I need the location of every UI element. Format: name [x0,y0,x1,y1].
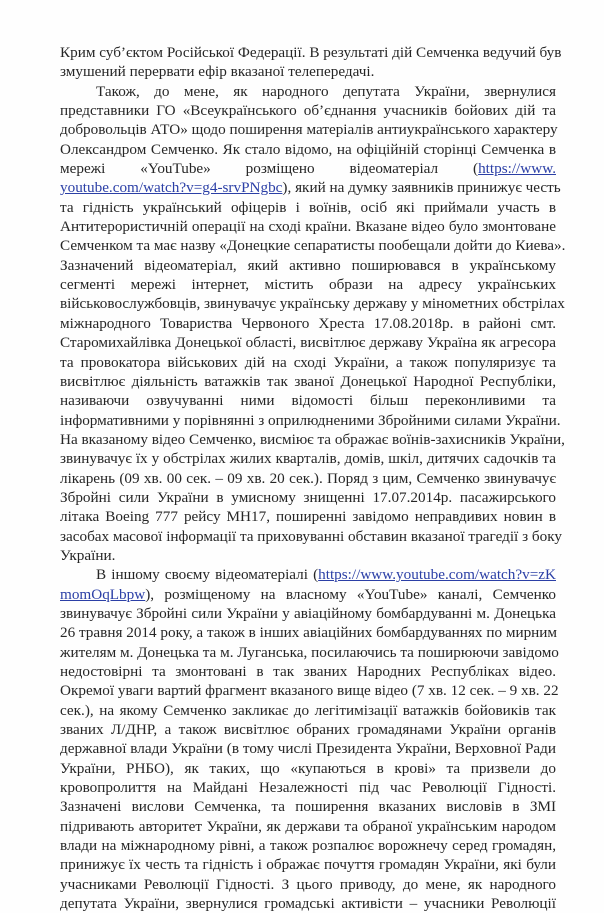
text-line [60,178,561,197]
text-line: звинувачує Збройні сили України у авіаційному бомбардуванні м. Донецька [60,604,556,622]
youtube-link[interactable]: https://www.youtube.com/watch?v=zK [318,566,556,584]
text-line: інформативними у порівнянні з оприлюдненими Збройними силами України. [60,411,561,429]
text-line: державної влади України (в тому числі Президента України, Верховної Ради [60,740,556,758]
text-line: званих Л/ДНР, а також висвітлює обраних громадянами України органів [60,721,556,739]
text-line: Зазначений відеоматеріал, який активно поширювався в українському [60,256,556,274]
text-line [60,585,556,604]
text-line: 26 травня 2014 року, а також в інших авіаційних бомбардуваннях по мирним [60,624,558,642]
text-fragment: В іншому своєму відеоматеріалі ( [96,566,319,584]
text-line: Окремої уваги вартий фрагмент вказаного вище відео (7 хв. 12 сек. – 9 хв. 22 [60,682,559,700]
text-line: Семченком та має назву «Донецкие сепаратисты пообещали дойти до Киева». [60,237,566,255]
text-line: недостовірні та змонтовані в так званих Народних Республіках відео. [60,663,556,680]
text-line: засобах масової інформації та приховуванні обставин вказаної трагедії з боку [60,527,562,545]
text-line: Зазначені вислови Семченка, та поширення вказаних висловів в ЗМІ [60,798,556,816]
text-line: Збройні сили України в умисному знищенні 17.07.2014р. пасажирського [60,488,556,506]
text-line: називаючи озвучуванні ними відомості більш переконливими та [60,392,556,410]
text-line: міжнародного Товариства Червоного Хреста 17.08.2018р. в районі смт. [60,314,556,332]
text-line: змушений перервати ефір вказаної телепередачі. [60,63,375,81]
text-line: звинувачує їх у обстрілах жилих кварталів, домів, шкіл, дитячих садочків та [60,450,556,468]
text-fragment: ), який на думку заявників принижує честь [282,179,561,197]
text-line: та гідність український офіцерів і воїнів, осіб які приймали участь в [60,198,556,216]
text-line: Олександром Семченко. Як стало відомо, на офіційній сторінці Семченка в [60,140,556,158]
text-fragment: ), розміщеному на власному «YouTube» каналі, Семченко [145,585,556,603]
text-line: військовослужбовців, звинувачує українську державу у мінометних обстрілах [60,295,565,313]
youtube-link[interactable]: momOqLbpw [60,585,146,603]
text-line: Крим суб’єктом Російської Федерації. В результаті дій Семченка ведучий був [60,44,562,61]
text-line: літака Boeing 777 рейсу МН17, поширенні завідомо неправдивих новин в [60,508,556,526]
text-line: добровольців АТО» щодо поширення матеріалів антиукраїнського характеру [60,121,558,139]
text-line: України, РНБО), як таких, що «купаються в крові» та призвели до [60,759,556,777]
text-line: кровопролиття на Майдані Незалежності під час Революції Гідності. [60,779,556,797]
youtube-link[interactable]: youtube.com/watch?v=g4-srvPNgbc [60,179,283,197]
text-line [60,159,556,178]
text-line: представники ГО «Всеукраїнського об’єднання учасників бойових дій та [60,102,556,120]
text-line: та провокатора військових дій на сході України, а також популяризує та [60,353,556,371]
text-line: принижує їх честь та гідність і ображає почуття громадян України, які були [60,856,556,874]
text-line: підривають авторитет України, як держави та обраної українським народом [60,817,556,835]
text-line: Також, до мене, як народного депутата України, звернулися [96,82,556,100]
text-line: жителям м. Донецька та м. Луганська, посилаючись та поширюючи завідомо [60,643,559,661]
text-line: Антитерористичній операції на сході країни. Вказане відео було змонтоване [60,218,556,236]
text-line: депутата України, звернулися громадські активісти – учасники Революції [60,895,556,913]
text-line: На вказаному відео Семченко, висміює та ображає воїнів-захисників України, [60,430,565,448]
text-line: лікарень (09 хв. 00 сек. – 09 хв. 20 сек.). Поряд з цим, Семченко звинувачує [60,469,556,487]
text-fragment: мережі «YouTube» розміщено відеоматеріал ( [60,160,479,178]
text-line: висвітлює діяльність ватажків так званої Донецької Народної Республіки, [60,372,556,390]
text-line: Старомихайлівка Донецької області, висвітлює державу Україна як агресора [60,334,556,352]
youtube-link[interactable]: https://www. [478,160,556,178]
text-line: сек.), на якому Семченко закликає до легітимізації ватажків бойовиків так [60,701,556,719]
text-line: влади на міжнародному рівні, а також розпалює ворожнечу серед громадян, [60,837,556,855]
text-line: України. [60,546,116,564]
text-line [60,565,556,584]
text-line: учасниками Революції Гідності. З цього приводу, до мене, як народного [60,875,556,893]
document-page [60,43,566,913]
text-line: сегменті мережі інтернет, містить образи на адресу українських [60,276,556,294]
